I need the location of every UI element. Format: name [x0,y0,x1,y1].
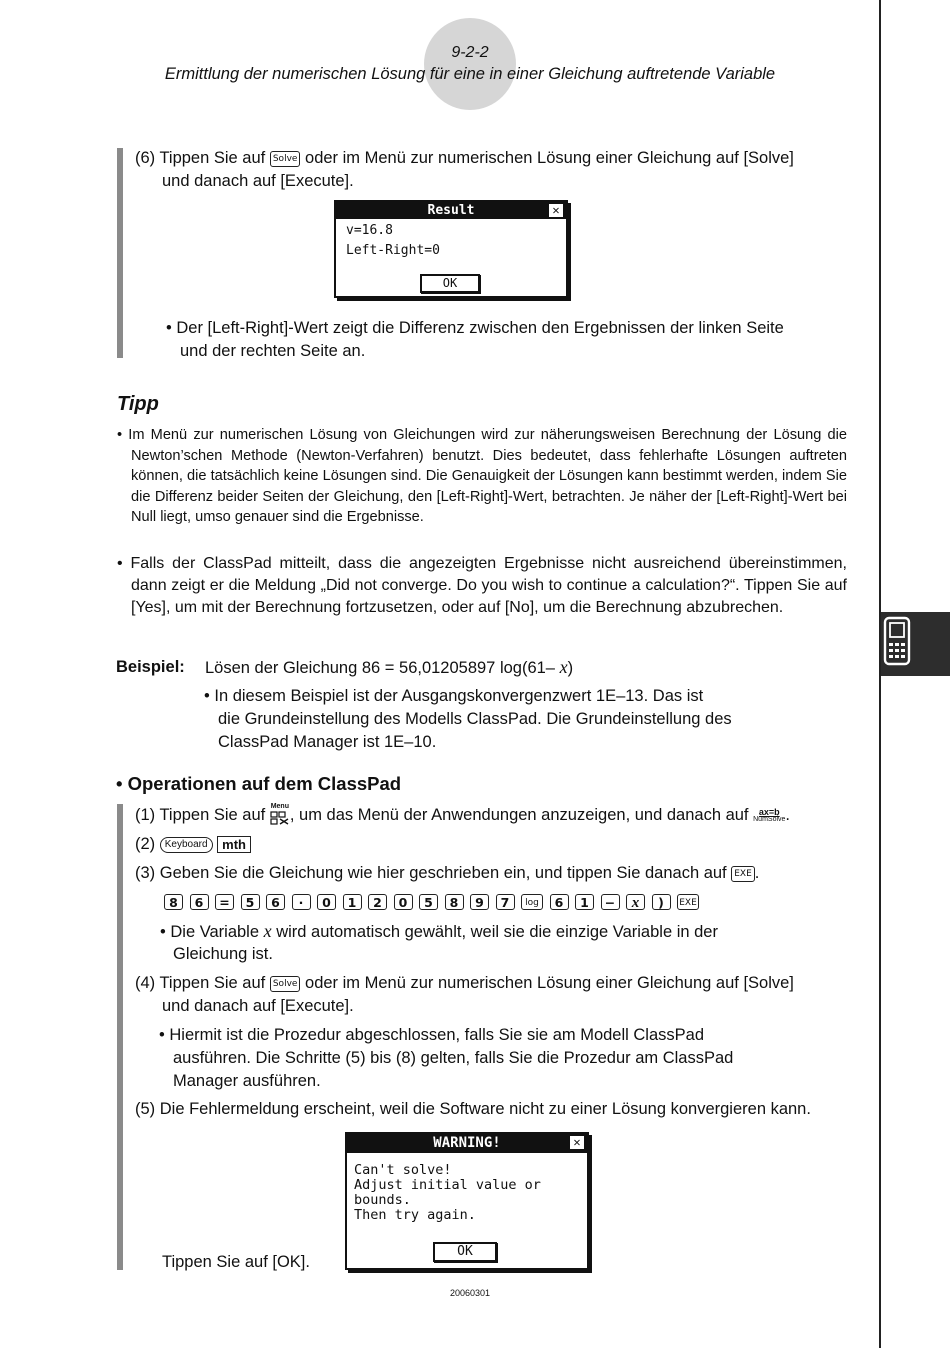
beispiel-note-line1: • In diesem Beispiel ist der Ausgangskonvergenzwert 1E–13. Das ist [204,687,704,705]
tipp-heading: Tipp [117,393,159,415]
x-key: x [626,894,645,910]
tipp-bullet-2: • Falls der ClassPad mitteilt, dass die angezeigten Ergebnisse nicht ausreichend übereinstimmen, dann zeigt er die Meldung „Did not converge. Do you wish to continue a calculation?“. Tippen Sie auf [Yes], um mit der Berechnung fortzusetzen, oder auf [No], um die Berechnung abzubrechen. [117,555,847,616]
variable-x: x [559,657,568,677]
warning-line: Can't solve! [354,1162,452,1178]
leftright-note-line2: und der rechten Seite an. [180,342,366,360]
key: 0 [394,894,413,910]
step-bar [117,148,123,358]
minus-key: − [601,894,620,910]
key: 8 [445,894,464,910]
exe-icon: EXE [731,866,755,882]
step5-tap-ok: Tippen Sie auf [OK]. [162,1253,310,1271]
step4-line1: (4) Tippen Sie auf Solve oder im Menü zur numerischen Lösung einer Gleichung auf [Solve] [135,974,794,992]
key: = [215,894,234,910]
close-icon[interactable]: ✕ [570,1136,584,1149]
ok-button[interactable]: OK [420,274,480,293]
chapter-tab [881,612,950,676]
step3-note-line1: • Die Variable x wird automatisch gewählt, weil sie die einzige Variable in der [160,921,718,941]
key: 1 [575,894,594,910]
key: 6 [550,894,569,910]
calculator-icon [881,612,950,676]
warning-line: Adjust initial value or [354,1177,541,1193]
step4-note-line1: • Hiermit ist die Prozedur abgeschlossen, falls Sie sie am Modell ClassPad [159,1026,705,1044]
menu-icon: Menu [270,803,290,828]
beispiel-equation: Lösen der Gleichung 86 = 56,01205897 log(61– x) [205,657,574,677]
page-number-circle [424,18,516,110]
page-number: 9-2-2 [451,44,489,61]
exe-key: EXE [677,894,699,910]
step5-line: (5) Die Fehlermeldung erscheint, weil die Software nicht zu einer Lösung konvergieren kann. [135,1100,811,1118]
page-title: Ermittlung der numerischen Lösung für eine in einer Gleichung auftretende Variable [164,65,776,83]
key: 9 [470,894,489,910]
key: 7 [496,894,515,910]
log-key: log [521,894,543,910]
beispiel-note-line2: die Grundeinstellung des Modells ClassPad. Die Grundeinstellung des [218,710,732,728]
step2-line: (2) Keyboard mth [135,833,251,856]
leftright-note-line1: • Der [Left-Right]-Wert zeigt die Differenz zwischen den Ergebnissen der linken Seite [166,319,784,337]
key: 5 [241,894,260,910]
step6-line1: (6) Tippen Sie auf Solve oder im Menü zur numerischen Lösung einer Gleichung auf [Solve] [135,149,794,167]
keyboard-key: Keyboard [160,837,213,853]
result-dialog [334,200,568,298]
solve-icon: Solve [270,976,301,992]
footer-code: 20060301 [449,1288,491,1298]
beispiel-label: Beispiel: [116,658,185,676]
step4-note-line3: Manager ausführen. [173,1072,321,1090]
warning-dialog-title: WARNING! [433,1135,501,1151]
result-dialog-title-bar [336,202,566,219]
key: 6 [190,894,209,910]
step4-note-line2: ausführen. Die Schritte (5) bis (8) gelten, falls Sie die Prozedur am ClassPad [173,1049,734,1067]
ok-button[interactable]: OK [433,1242,497,1262]
numsolve-icon: ax=b NumSolve [753,806,786,823]
key-sequence [164,893,706,911]
warning-dialog [345,1132,589,1270]
step3-note-line2: Gleichung ist. [173,945,273,963]
tipp-bullet-1: • Im Menü zur numerischen Lösung von Gleichungen wird zur näherungsweisen Berechnung der Lösung die Newton’schen Methode (Newton-Verfahren) benutzt. Dies bedeutet, dass fehlerhafte Lösungen auftreten können, die tatsächlich keine Lösungen sind. Die Genauigkeit der Lösungen kann bestimmt werden, indem Sie die Differenz beider Seiten der Gleichung, den [Left-Right]-Wert, betrachten. Je näher der [Left-Right]-Wert bei Null liegt, umso genauer sind die Ergebnisse. [117,427,847,526]
solve-icon: Solve [270,151,301,167]
mth-key: mth [217,836,251,853]
key: 0 [317,894,336,910]
step3-line: (3) Geben Sie die Gleichung wie hier geschrieben ein, und tippen Sie danach auf EXE . [135,864,760,882]
key: · [292,894,311,910]
operations-bar [117,804,123,1270]
operations-heading: • Operationen auf dem ClassPad [116,773,402,794]
warning-line: bounds. [354,1192,411,1208]
warning-dialog-title-bar [347,1134,587,1153]
warning-line: Then try again. [354,1207,476,1223]
key: 5 [419,894,438,910]
key: 8 [164,894,183,910]
close-icon[interactable]: ✕ [549,204,563,217]
step1-line: (1) Tippen Sie auf Menu , um das Menü der Anwendungen anzuzeigen, und danach auf ax=b NumSolve . [135,803,790,828]
key: 1 [343,894,362,910]
result-value-line: v=16.8 [346,223,393,238]
result-dialog-title: Result [427,203,475,218]
step6-line2: und danach auf [Execute]. [162,172,354,190]
key: 6 [266,894,285,910]
result-leftright-line: Left-Right=0 [346,243,440,258]
beispiel-note-line3: ClassPad Manager ist 1E–10. [218,733,437,751]
key: 2 [368,894,387,910]
step4-line2: und danach auf [Execute]. [162,997,354,1015]
close-paren-key: ) [652,894,671,910]
